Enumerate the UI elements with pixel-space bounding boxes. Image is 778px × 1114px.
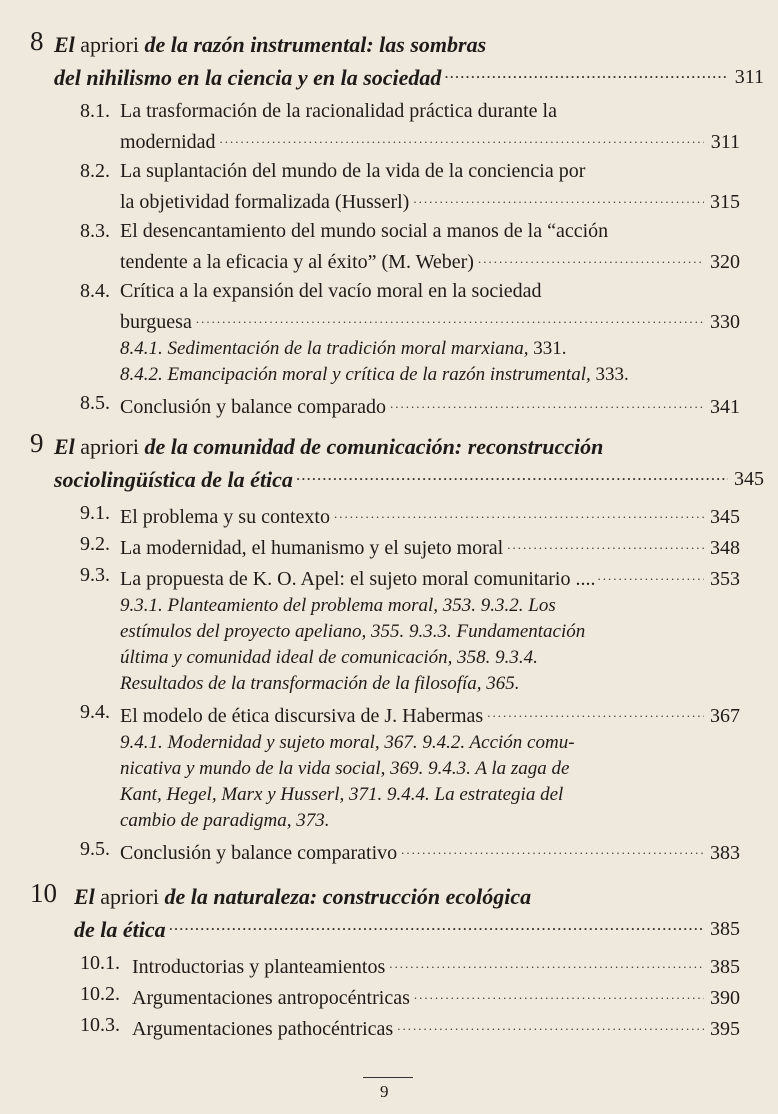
chapter-9 [30, 428, 764, 867]
toc-entry[interactable] [80, 500, 740, 531]
leader-dots [389, 950, 704, 977]
page-number: 330 [710, 311, 740, 333]
section-title: Argumentaciones pathocéntricas [132, 1018, 394, 1040]
section-number: 9.3. [80, 564, 110, 586]
section-title: El problema y su contexto [120, 506, 330, 528]
section-number: 8.1. [80, 100, 110, 122]
leader-dots [445, 59, 728, 88]
chapter-heading [30, 878, 740, 944]
toc-entry[interactable] [80, 390, 740, 421]
chapter-title-part: apriori [100, 884, 159, 909]
section-title: modernidad [120, 131, 216, 153]
section-number: 9.4. [80, 701, 110, 723]
leader-dots [170, 911, 704, 940]
page-number: 320 [710, 251, 740, 273]
leader-dots [401, 836, 704, 863]
leader-dots [297, 461, 728, 490]
page-number: 345 [734, 468, 764, 490]
chapter-10 [30, 878, 740, 1043]
section-title: La propuesta de K. O. Apel: el sujeto moral comunitario .... [120, 568, 596, 590]
page-number: 385 [710, 956, 740, 978]
section-title: la objetividad formalizada (Husserl) [120, 191, 410, 213]
leader-dots [334, 500, 704, 527]
section-title: El desencantamiento del mundo social a manos de la “acción [120, 220, 609, 242]
leader-dots [597, 562, 704, 589]
leader-dots [220, 125, 704, 152]
subsection-line[interactable]: Resultados de la transformación de la filosofía, 365. [120, 673, 520, 694]
chapter-title-part: de la comunidad de comunicación: reconstrucción [144, 434, 604, 459]
leader-dots [390, 390, 704, 417]
chapter-title-part: apriori [80, 434, 139, 459]
subsection-list [120, 730, 685, 834]
section-number: 9.5. [80, 838, 110, 860]
page-number: 383 [710, 842, 740, 864]
page-number: 390 [710, 987, 740, 1009]
page-number: 341 [710, 396, 740, 418]
section-title: Argumentaciones antropocéntricas [132, 987, 410, 1009]
subsection-line[interactable]: estímulos del proyecto apeliano, 355. 9.3.3. Fundamentación [120, 621, 586, 642]
chapter-number: 8 [30, 26, 44, 56]
toc-entry[interactable] [80, 531, 740, 562]
page-number: 367 [710, 705, 740, 727]
subsection-line[interactable]: última y comunidad ideal de comunicación, 358. 9.3.4. [120, 647, 538, 668]
section-number: 8.5. [80, 392, 110, 414]
chapter-heading [30, 428, 764, 494]
section-number: 9.2. [80, 533, 110, 555]
section-title: Introductorias y planteamientos [132, 956, 386, 978]
chapter-title-part: apriori [80, 32, 139, 57]
chapter-number: 10 [30, 878, 57, 908]
toc-entry[interactable] [80, 699, 740, 730]
page-number: 385 [710, 918, 740, 940]
toc-entry[interactable] [80, 98, 740, 156]
section-number: 10.3. [80, 1014, 120, 1036]
toc-entry[interactable] [80, 836, 740, 867]
subsection-list [120, 336, 685, 388]
subsection-line[interactable]: 9.3.1. Planteamiento del problema moral, 353. 9.3.2. Los [120, 595, 556, 616]
toc-entry[interactable] [80, 1012, 740, 1043]
subsection-line[interactable]: cambio de paradigma, 373. [120, 810, 330, 831]
section-title: tendente a la eficacia y al éxito” (M. Weber) [120, 251, 474, 273]
toc-entry[interactable] [80, 950, 740, 981]
section-number: 10.1. [80, 952, 120, 974]
section-number: 8.2. [80, 160, 110, 182]
toc-entry[interactable] [80, 562, 740, 593]
leader-dots [413, 185, 704, 212]
leader-dots [507, 531, 704, 558]
page-folio: 9 [380, 1082, 389, 1101]
subsection-item[interactable]: 8.4.2. Emancipación moral y crítica de la razón instrumental, 333. [120, 364, 629, 385]
chapter-title-part: de la ética [74, 917, 166, 942]
chapter-title-part: El [54, 434, 75, 459]
chapter-title-part: El [74, 884, 95, 909]
chapter-title-part: de la naturaleza: construcción ecológica [164, 884, 532, 909]
subsection-item[interactable]: 8.4.1. Sedimentación de la tradición moral marxiana, 331. [120, 338, 567, 359]
chapter-title-part: El [54, 32, 75, 57]
section-title: La suplantación del mundo de la vida de la conciencia por [120, 160, 586, 182]
chapter-title-part: sociolingüística de la ética [54, 467, 293, 492]
section-number: 9.1. [80, 502, 110, 524]
section-title: Conclusión y balance comparado [120, 396, 387, 418]
chapter-heading [30, 26, 764, 92]
section-title: burguesa [120, 311, 192, 333]
toc-entry[interactable] [80, 158, 740, 216]
page-number: 348 [710, 537, 740, 559]
section-title: Conclusión y balance comparativo [120, 842, 398, 864]
toc-entry[interactable] [80, 218, 740, 276]
section-number: 8.3. [80, 220, 110, 242]
page-number: 353 [710, 568, 740, 590]
leader-dots [487, 699, 704, 726]
subsection-line[interactable]: Kant, Hegel, Marx y Husserl, 371. 9.4.4. La estrategia del [120, 784, 564, 805]
leader-dots [397, 1012, 704, 1039]
subsection-list [120, 593, 685, 697]
chapter-8 [30, 26, 764, 421]
toc-entry[interactable] [80, 278, 740, 336]
page-number: 345 [710, 506, 740, 528]
folio-rule [363, 1077, 413, 1078]
chapter-title-part: del nihilismo en la ciencia y en la sociedad [54, 65, 442, 90]
section-title: La trasformación de la racionalidad práctica durante la [120, 100, 557, 122]
subsection-line[interactable]: 9.4.1. Modernidad y sujeto moral, 367. 9.4.2. Acción comu- [120, 732, 575, 753]
page-number: 311 [734, 66, 764, 88]
page-number: 315 [710, 191, 740, 213]
section-number: 8.4. [80, 280, 110, 302]
section-title: Crítica a la expansión del vacío moral en la sociedad [120, 280, 542, 302]
subsection-line[interactable]: nicativa y mundo de la vida social, 369. 9.4.3. A la zaga de [120, 758, 570, 779]
leader-dots [478, 245, 704, 272]
chapter-title-part: de la razón instrumental: las sombras [144, 32, 487, 57]
chapter-number: 9 [30, 428, 44, 458]
page-number: 395 [710, 1018, 740, 1040]
page-number: 311 [710, 131, 740, 153]
leader-dots [196, 305, 704, 332]
toc-entry[interactable] [80, 981, 740, 1012]
leader-dots [414, 981, 704, 1008]
section-title: El modelo de ética discursiva de J. Habermas [120, 705, 484, 727]
section-number: 10.2. [80, 983, 120, 1005]
section-title: La modernidad, el humanismo y el sujeto moral [120, 537, 504, 559]
